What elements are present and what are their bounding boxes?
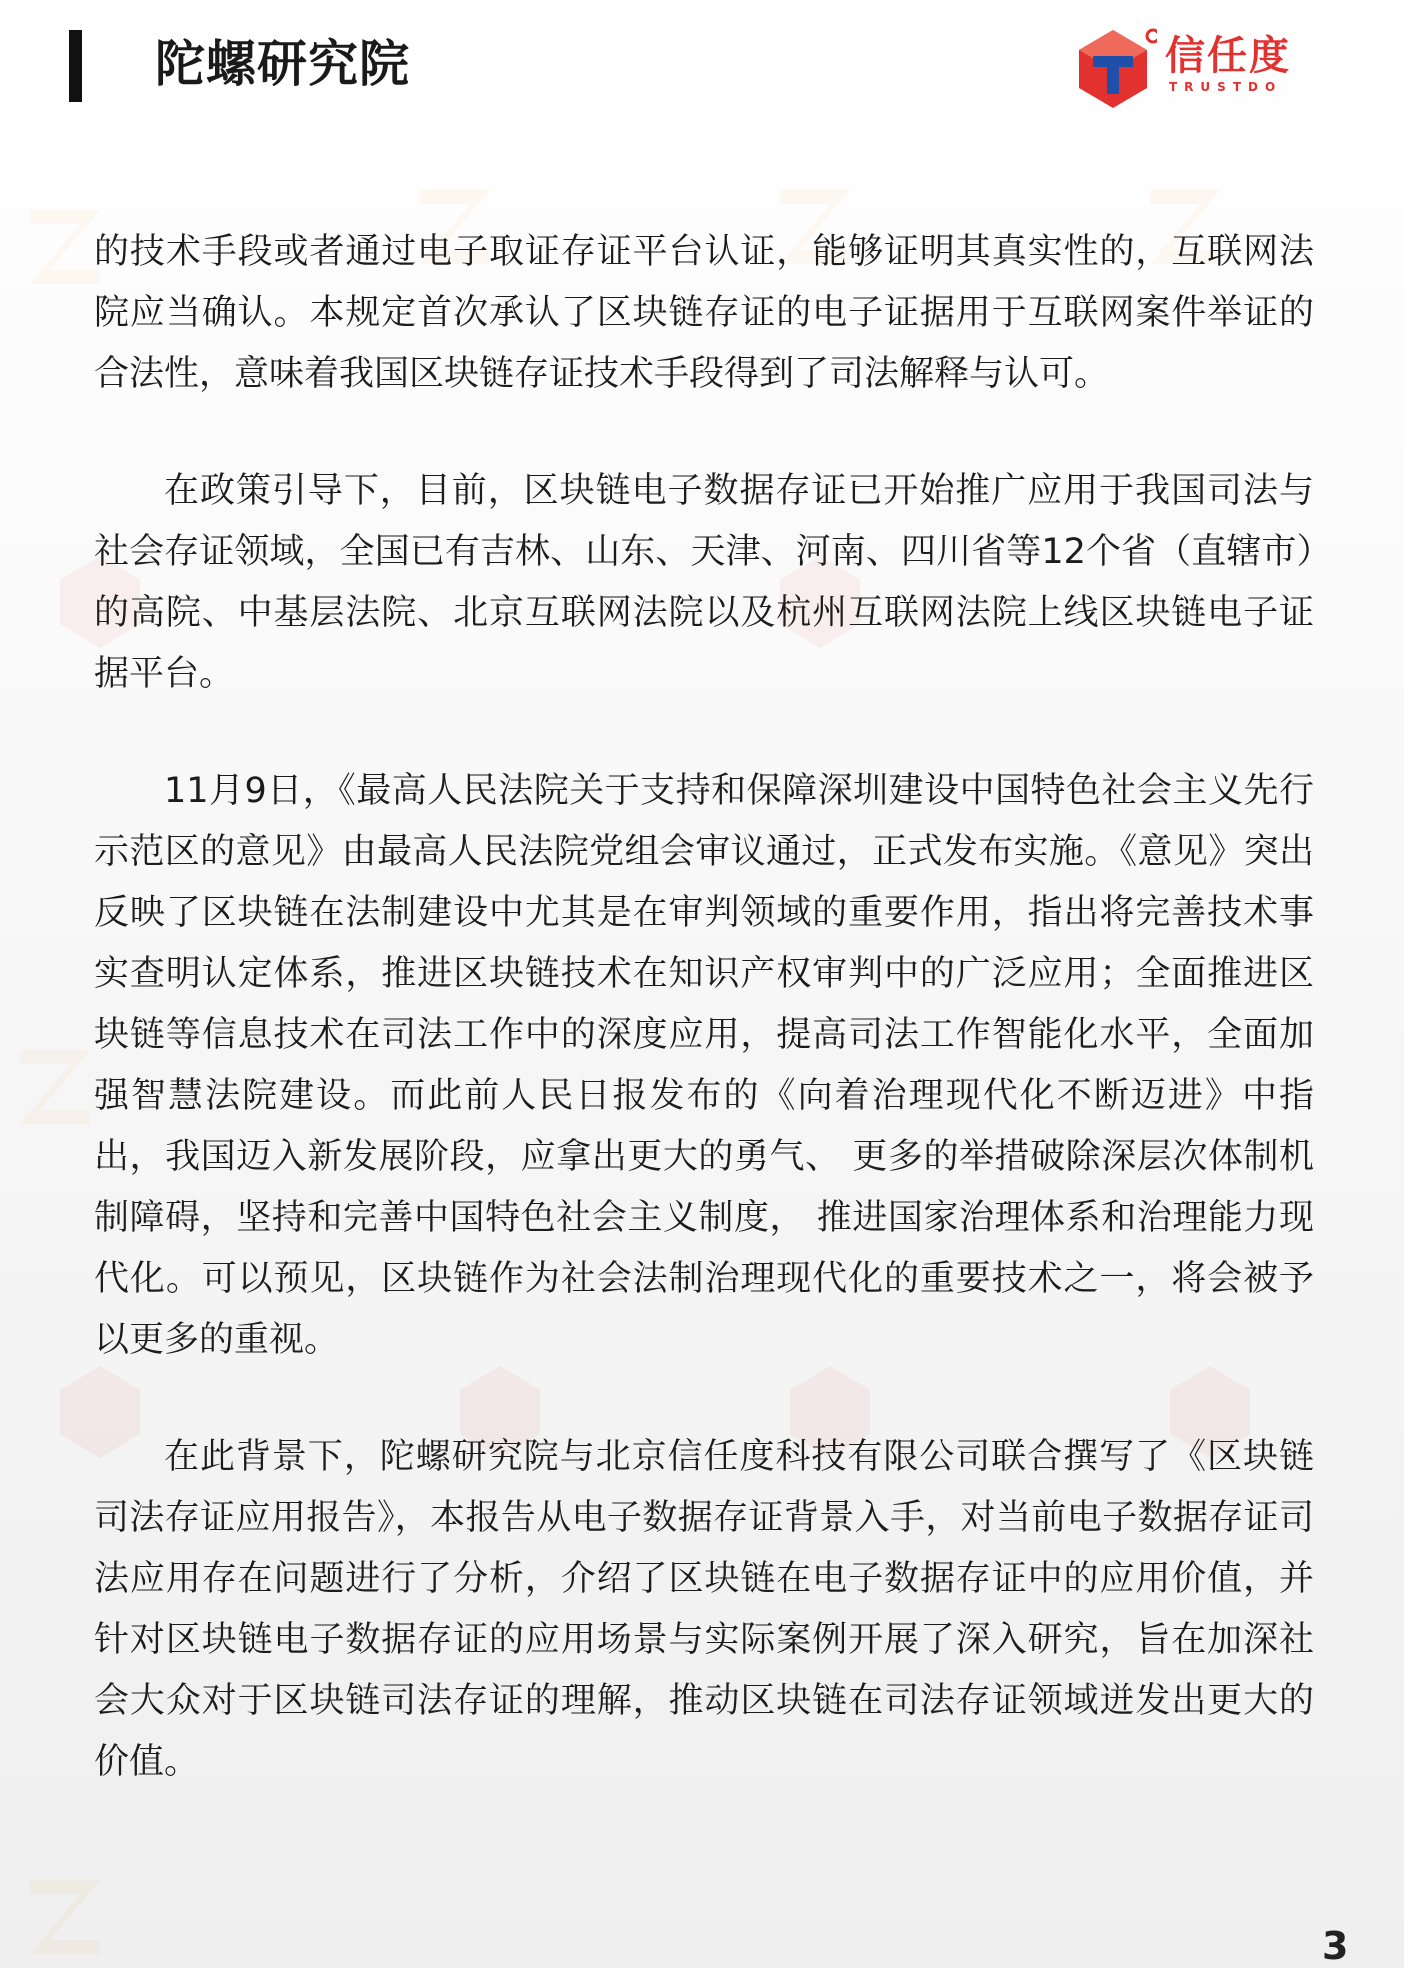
logo-subtext: TRUSTDO — [1169, 80, 1283, 94]
watermark-z-icon — [30, 210, 100, 284]
header-title: 陀螺研究院 — [155, 35, 410, 93]
paragraph: 在此背景下，陀螺研究院与北京信任度科技有限公司联合撰写了《区块链司法存证应用报告》，本报告从电子数据存证背景入手，对当前电子数据存证司法应用存在问题进行了分析，介绍了区块链在电子数据存证中的应用价值，并针对区块链电子数据存证的应用场景与实际案例开展了深入研究，旨在加深社会大众对于区块链司法存证的理解，推动区块链在司法存证领域迸发出更大的价值。 — [94, 1437, 1314, 1782]
watermark-z-icon — [30, 1880, 100, 1954]
watermark-z-icon — [20, 1050, 90, 1124]
paragraph: 11月9日，《最高人民法院关于支持和保障深圳建设中国特色社会主义先行示范区的意见》由最高人民法院党组会审议通过，正式发布实施。《意见》突出反映了区块链在法制建设中尤其是在审判领域的重要作用，指出将完善技术事实查明认定体系，推进区块链技术在知识产权审判中的广泛应用；全面推进区块链等信息技术在司法工作中的深度应用，提高司法工作智能化水平，全面加强智慧法院建设。而此前人民日报发布的《向着治理现代化不断迈进》中指出，我国迈入新发展阶段，应拿出更大的勇气、 更多的举措破除深层次体制机制障碍，坚持和完善中国特色社会主义制度， 推进国家治理体系和治理能力现代化。可以预见，区块链作为社会法制治理现代化的重要技术之一，将会被予以更多的重视。 — [94, 771, 1314, 1360]
trustdo-t-icon — [1073, 26, 1157, 110]
logo-text: 信任度 — [1165, 33, 1291, 79]
paragraph: 在政策引导下，目前，区块链电子数据存证已开始推广应用于我国司法与社会存证领域，全国已有吉林、山东、天津、河南、四川省等12个省（直辖市）的高院、中基层法院、北京互联网法院以及杭州互联网法院上线区块链电子证据平台。 — [94, 471, 1314, 694]
paragraph: 的技术手段或者通过电子取证存证平台认证，能够证明其真实性的，互联网法院应当确认。本规定首次承认了区块链存证的电子证据用于互联网案件举证的合法性，意味着我国区块链存证技术手段得到了司法解释与认可。 — [94, 232, 1314, 394]
trustdo-logo — [1073, 22, 1313, 112]
document-body — [94, 222, 1314, 1793]
page-number: 3 — [1322, 1924, 1349, 1968]
header-accent-bar — [69, 30, 82, 102]
